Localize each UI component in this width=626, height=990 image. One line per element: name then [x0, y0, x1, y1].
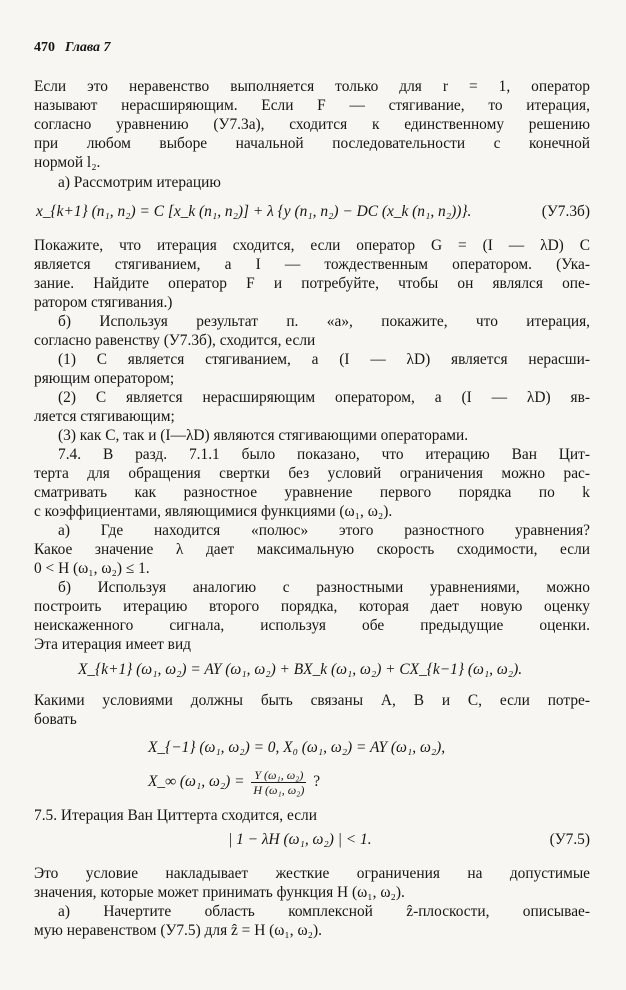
text-line: бовать: [34, 711, 77, 728]
text-line: 7.5. Итерация Ван Циттерта сходится, если: [34, 807, 317, 824]
text-line: 7.4. В разд. 7.1.1 было показано, что итерацию Ван Цит-: [58, 446, 590, 463]
text-line: при любом выборе начальной последовательности с конечной: [34, 135, 590, 152]
text-line: Покажите, что итерация сходится, если оператор G = (I — λD) C: [34, 237, 590, 254]
text-line: значения, которые может принимать функция H (ω₁, ω₂).: [34, 884, 405, 901]
text-line: сматривать как разностное уравнение первого порядка по k: [34, 484, 590, 501]
page-number: 470: [34, 40, 55, 55]
text-line: Эта итерация имеет вид: [34, 636, 192, 653]
text-line: б) Используя результат п. «а», покажите, что итерация,: [58, 313, 590, 330]
text-line: называют нерасширяющим. Если F — стягивание, то итерация,: [34, 97, 590, 114]
text-line: с коэффициентами, являющимися функциями (ω₁, ω₂).: [34, 503, 393, 520]
equation-limit: [148, 768, 320, 797]
equation-7-3b: x_{k+1} (n₁, n₂) = C [x_k (n₁, n₂)] + λ {y (n₁, n₂) − DC (x_k (n₁, n₂))}.: [36, 203, 472, 220]
text-line: Если это неравенство выполняется только для r = 1, оператор: [34, 78, 590, 95]
fraction-denominator: H (ω₁, ω₂): [253, 783, 305, 797]
text-line: б) Используя аналогию с разностными уравнениями, можно: [58, 579, 590, 596]
text-line: мую неравенством (У7.5) для ẑ = H (ω₁, ω₂).: [34, 922, 322, 939]
text-line: ляется стягивающим;: [34, 408, 175, 425]
equation-7-5: | 1 − λH (ω₁, ω₂) | < 1.: [228, 831, 372, 848]
text-line: ряющим оператором;: [34, 370, 175, 387]
text-line: а) Начертите область комплексной ẑ-плоскости, описывае-: [58, 903, 590, 920]
text-line: зание. Найдите оператор F и потребуйте, чтобы он являлся опе-: [34, 275, 590, 292]
text-line: (3) как C, так и (I—λD) являются стягивающими операторами.: [58, 427, 469, 444]
question-mark: ?: [313, 773, 321, 791]
equation-second-order: X_{k+1} (ω₁, ω₂) = AY (ω₁, ω₂) + BX_k (ω₁, ω₂) + CX_{k−1} (ω₁, ω₂).: [78, 661, 523, 678]
page-header: [34, 38, 590, 57]
text-line: Какое значение λ дает максимальную скорость сходимости, если: [34, 541, 590, 558]
text-line: ратором стягивания.): [34, 294, 173, 311]
text-line: неискаженного сигнала, используя обе предыдущие оценки.: [34, 617, 590, 634]
equation-limit-left: X_∞ (ω₁, ω₂) =: [148, 773, 245, 791]
equation-initial-conditions: X_{−1} (ω₁, ω₂) = 0, X₀ (ω₁, ω₂) = AY (ω₁, ω₂),: [148, 739, 446, 756]
text-line: (2) C является нерасширяющим оператором, а (I — λD) яв-: [58, 389, 590, 406]
text-line: а) Где находится «полюс» этого разностного уравнения?: [58, 522, 590, 539]
fraction: [251, 768, 306, 797]
text-line: нормой l₂.: [34, 154, 101, 171]
text-line: (1) C является стягиванием, а (I — λD) является нерасши-: [58, 351, 590, 368]
text-line: Какими условиями должны быть связаны A, B и C, если потре-: [34, 692, 590, 709]
equation-number: (У7.3б): [541, 203, 590, 220]
text-line: а) Рассмотрим итерацию: [58, 174, 221, 191]
text-line: построить итерацию второго порядка, которая дает новую оценку: [34, 598, 590, 615]
text-line: является стягиванием, а I — тождественным оператором. (Ука-: [34, 256, 590, 273]
equation-number: (У7.5): [549, 831, 590, 848]
text-line: согласно равенству (У7.3б), сходится, если: [34, 332, 316, 349]
text-line: 0 < H (ω₁, ω₂) ≤ 1.: [34, 560, 150, 577]
text-line: согласно уравнению (У7.3а), сходится к единственному решению: [34, 116, 590, 133]
fraction-numerator: Y (ω₁, ω₂): [251, 768, 306, 783]
text-line: терта для обращения свертки без условий ограничения можно рас-: [34, 465, 590, 482]
chapter-title: Глава 7: [65, 40, 111, 55]
text-line: Это условие накладывает жесткие ограничения на допустимые: [34, 865, 590, 882]
